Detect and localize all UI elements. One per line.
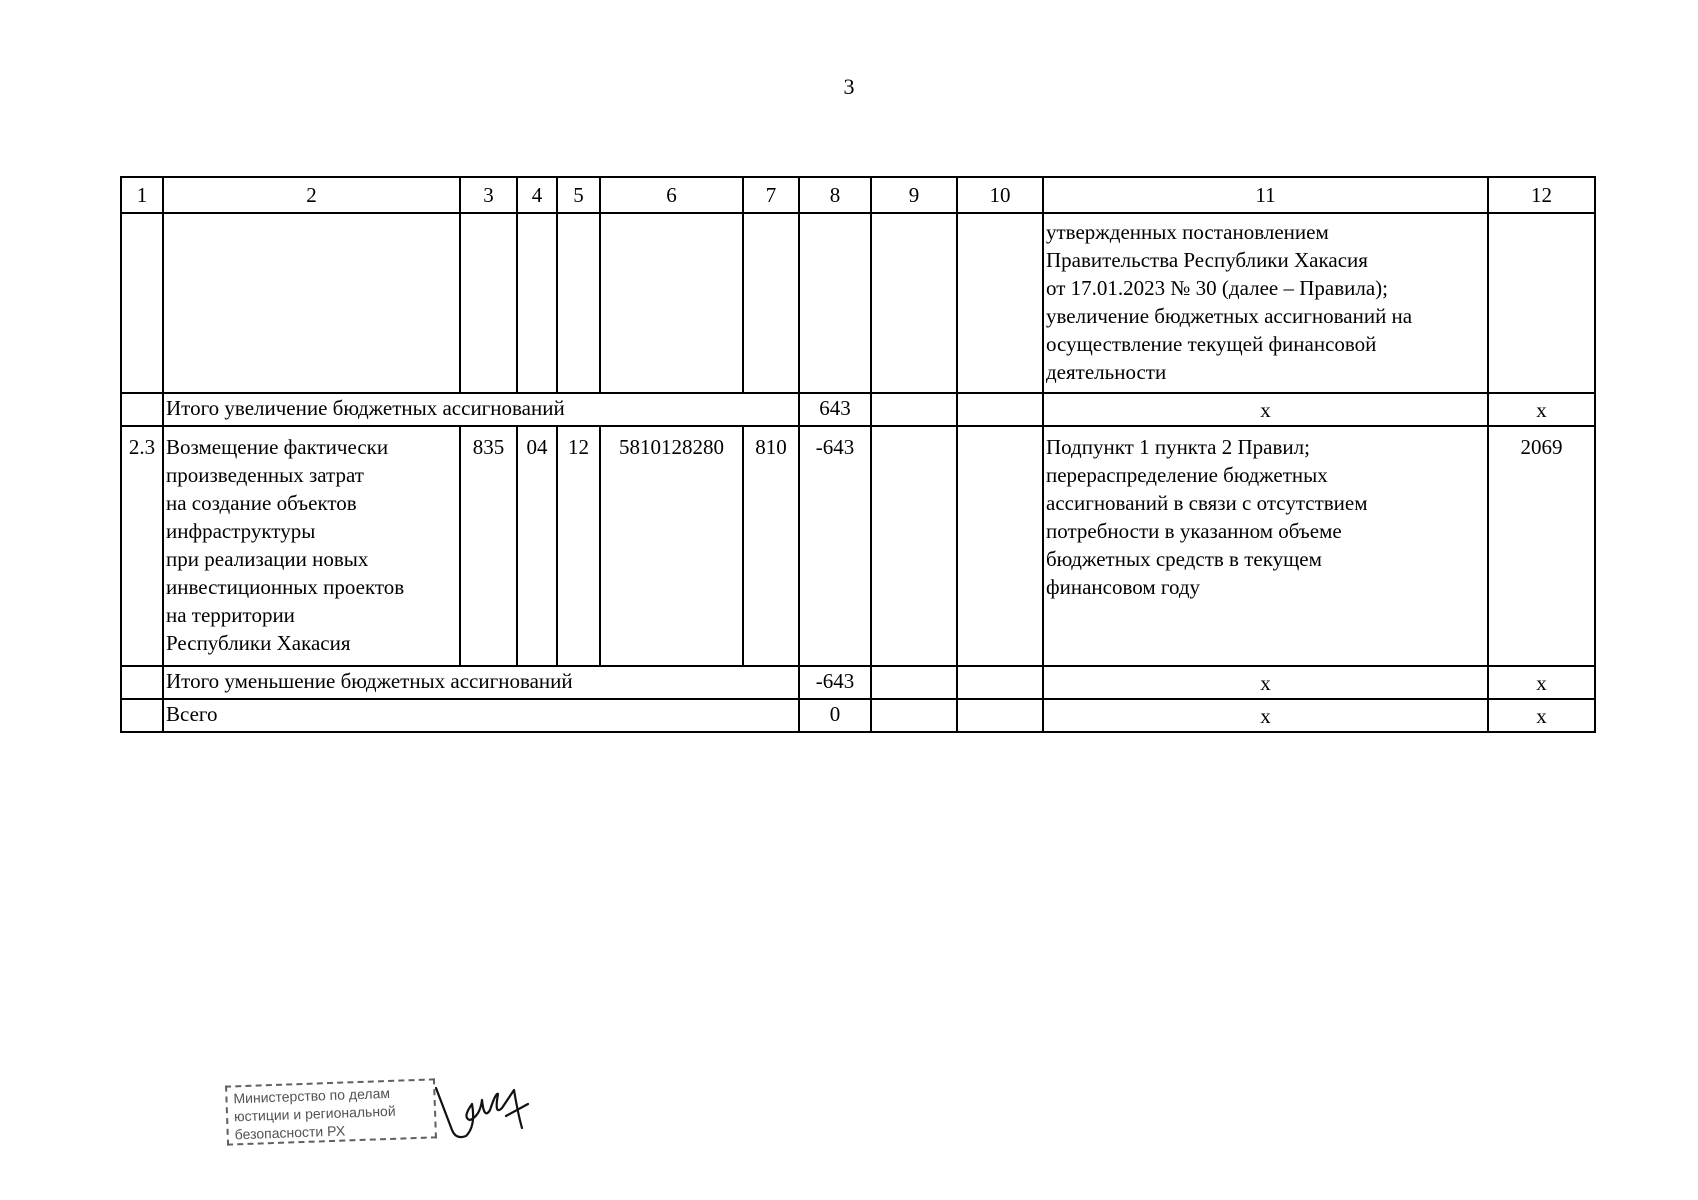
note-line: увеличение бюджетных ассигнований на (1046, 304, 1413, 328)
item-col5: 12 (557, 426, 600, 666)
table-header-row (121, 177, 1595, 213)
justification-line: потребности в указанном объеме (1046, 519, 1342, 543)
item-name-line: инвестиционных проектов (166, 575, 405, 599)
note-line: осуществление текущей финансовой (1046, 332, 1377, 356)
item-col4: 04 (517, 426, 557, 666)
item-number: 2.3 (121, 426, 163, 666)
handwritten-signature (432, 1070, 552, 1170)
item-name (163, 426, 460, 666)
continuation-note-cell (1043, 213, 1488, 393)
total-increase-amount: 643 (799, 393, 871, 426)
total-decrease-col11: х (1043, 666, 1488, 699)
item-name-line: Возмещение фактически (166, 435, 389, 459)
grand-total-col12: х (1488, 699, 1595, 732)
stamp-line: юстиции и региональной (233, 1102, 396, 1125)
grand-total-amount: 0 (799, 699, 871, 732)
header-cell: 7 (743, 177, 799, 213)
item-justification (1043, 426, 1488, 666)
total-increase-col11: х (1043, 393, 1488, 426)
total-decrease-row (121, 666, 1595, 699)
page-number: 3 (843, 74, 855, 99)
note-line: утвержденных постановлением (1046, 220, 1329, 244)
header-cell: 1 (121, 177, 163, 213)
total-increase-row (121, 393, 1595, 426)
header-cell: 12 (1488, 177, 1595, 213)
header-cell: 4 (517, 177, 557, 213)
grand-total-col11: х (1043, 699, 1488, 732)
header-cell: 10 (957, 177, 1043, 213)
item-col7: 810 (743, 426, 799, 666)
item-col10 (957, 426, 1043, 666)
item-col3: 835 (460, 426, 517, 666)
header-cell: 11 (1043, 177, 1488, 213)
item-col12: 2069 (1488, 426, 1595, 666)
approval-stamp-area (222, 1070, 542, 1170)
item-name-line: на территории (166, 603, 295, 627)
grand-total-label: Всего (163, 699, 799, 732)
stamp-line: безопасности РХ (234, 1122, 346, 1143)
note-line: деятельности (1046, 360, 1167, 384)
header-cell: 8 (799, 177, 871, 213)
ministry-stamp (225, 1078, 437, 1145)
item-name-line: произведенных затрат (166, 463, 364, 487)
total-increase-col12: х (1488, 393, 1595, 426)
total-increase-label: Итого увеличение бюджетных ассигнований (163, 393, 799, 426)
budget-table (120, 176, 1596, 733)
total-decrease-amount: -643 (799, 666, 871, 699)
justification-line: бюджетных средств в текущем (1046, 547, 1322, 571)
header-cell: 6 (600, 177, 743, 213)
item-col6: 5810128280 (600, 426, 743, 666)
total-decrease-label: Итого уменьшение бюджетных ассигнований (163, 666, 799, 699)
note-line: Правительства Республики Хакасия (1046, 248, 1368, 272)
justification-line: перераспределение бюджетных (1046, 463, 1328, 487)
header-cell: 9 (871, 177, 957, 213)
item-name-line: при реализации новых (166, 547, 369, 571)
item-col9 (871, 426, 957, 666)
item-row-2-3 (121, 426, 1595, 666)
header-cell: 2 (163, 177, 460, 213)
grand-total-row (121, 699, 1595, 732)
header-cell: 3 (460, 177, 517, 213)
justification-line: финансовом году (1046, 575, 1201, 599)
total-decrease-col12: х (1488, 666, 1595, 699)
header-cell: 5 (557, 177, 600, 213)
item-col8: -643 (799, 426, 871, 666)
item-name-line: Республики Хакасия (166, 631, 351, 655)
item-name-line: на создание объектов (166, 491, 357, 515)
stamp-line: Министерство по делам (233, 1084, 391, 1107)
justification-line: Подпункт 1 пункта 2 Правил; (1046, 435, 1310, 459)
justification-line: ассигнований в связи с отсутствием (1046, 491, 1368, 515)
note-line: от 17.01.2023 № 30 (далее – Правила); (1046, 276, 1389, 300)
continuation-row (121, 213, 1595, 393)
item-name-line: инфраструктуры (166, 519, 316, 543)
